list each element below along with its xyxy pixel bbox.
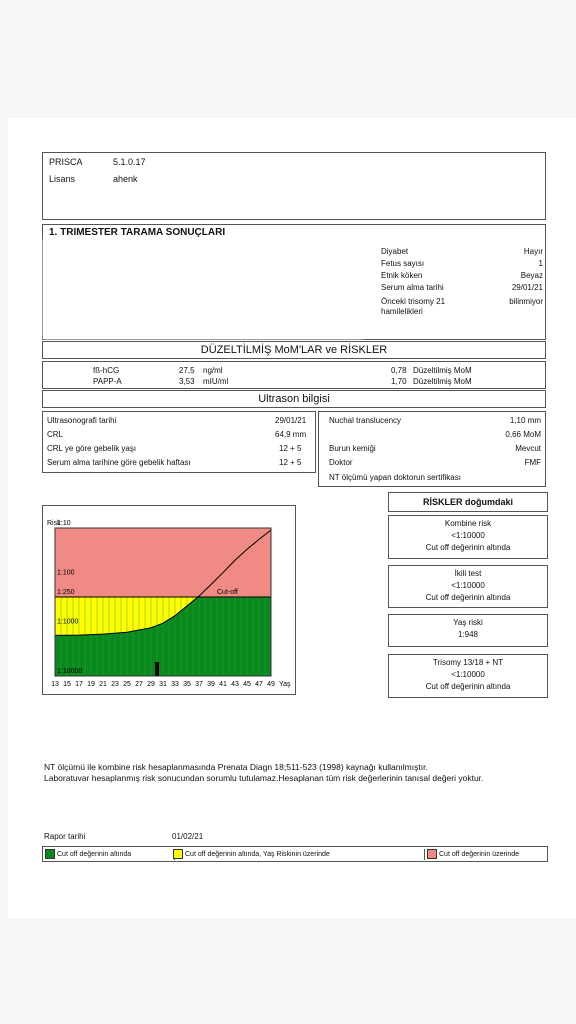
legend-item-red	[427, 849, 547, 860]
info-value: Hayır	[523, 247, 543, 256]
software-version: 5.1.0.17	[113, 157, 146, 167]
ultrasound-left	[42, 411, 316, 473]
risks-title: RİSKLER doğumdaki	[422, 497, 513, 507]
redacted-area	[43, 239, 363, 339]
y-tick-label: 1:1000	[57, 618, 79, 626]
legend-label: Cut off değerinin altında	[57, 850, 132, 858]
ultrasound-right	[318, 411, 546, 487]
section-title: 1. TRIMESTER TARAMA SONUÇLARI	[49, 227, 226, 238]
note-reference: NT ölçümü ile kombine risk hesaplanmasında Prenata Diagn 18;511-523 (1998) kaynağı kullanılmıştır.	[44, 762, 428, 772]
note-disclaimer: Laboratuvar hesaplanmış risk sonucundan sorumlu tutulamaz.Hesaplanan tüm risk değerlerinin tanısal değeri yoktur.	[44, 773, 484, 783]
risk-name: Yaş riski	[453, 618, 483, 627]
x-tick-label: 43	[231, 681, 239, 688]
info-value: 29/01/21	[511, 283, 543, 292]
y-tick-label: 1:10000	[57, 668, 83, 675]
x-tick-label: 37	[195, 681, 203, 688]
y-axis-label: Risk	[47, 520, 61, 527]
risk-value: <1:10000	[451, 531, 485, 540]
risk-name: Kombine risk	[444, 519, 492, 528]
mom-value: 27,5	[179, 366, 195, 375]
info-label: Etnik köken	[381, 271, 423, 280]
mom-corrected-label: Düzeltilmiş MoM	[413, 377, 472, 386]
legend-item-yellow	[173, 849, 425, 860]
trimester-section	[42, 224, 546, 340]
us-label: Doktor	[329, 458, 353, 467]
legend-swatch-yellow	[173, 849, 183, 859]
report-date-label: Rapor tarihi	[44, 832, 86, 841]
risk-value: <1:10000	[451, 670, 485, 679]
risk-area-high	[55, 528, 271, 597]
x-tick-label: 31	[159, 681, 167, 688]
risk-chart	[43, 506, 295, 694]
y-tick-label: 1:250	[57, 588, 75, 596]
risk-combined	[388, 515, 548, 559]
patient-marker	[155, 662, 159, 676]
us-value: 29/01/21	[275, 416, 307, 425]
us-label: Nuchal translucency	[329, 416, 402, 425]
legend-label: Cut off değerinin altında, Yaş Riskinin üzerinde	[185, 850, 330, 858]
risk-note: Cut off değerinin altında	[425, 682, 511, 691]
info-label: Diyabet	[381, 247, 409, 256]
mom-name: PAPP-A	[93, 377, 122, 386]
mom-corrected: 0,78	[391, 366, 407, 375]
x-tick-label: 29	[147, 681, 155, 688]
mom-table	[42, 361, 546, 389]
risk-note: Cut off değerinin altında	[425, 543, 511, 552]
legend-swatch-green	[45, 849, 55, 859]
legend-bar	[42, 846, 548, 862]
mom-unit: ng/ml	[203, 366, 223, 375]
us-label: Burun kemiği	[329, 444, 376, 453]
license-value: ahenk	[113, 174, 138, 184]
us-value: 64,9 mm	[275, 430, 307, 439]
mom-title-box	[42, 341, 546, 359]
license-label: Lisans	[49, 174, 76, 184]
x-tick-label: 49	[267, 681, 275, 688]
us-label: Ultrasonografi tarihi	[47, 416, 117, 425]
mom-corrected: 1,70	[391, 377, 407, 386]
risk-name: İkili test	[454, 569, 482, 578]
us-value: 12 + 5	[279, 458, 302, 467]
risk-value: <1:10000	[451, 581, 485, 590]
info-label: Fetus sayısı	[381, 259, 425, 268]
info-value: bilinmiyor	[509, 297, 543, 306]
x-axis-label: Yaş	[279, 681, 291, 688]
info-value: 1	[538, 259, 543, 268]
header-box	[42, 152, 546, 220]
x-tick-label: 41	[219, 681, 227, 688]
y-tick-label: 1:100	[57, 569, 75, 577]
us-label: NT ölçümü yapan doktorun sertifikası	[329, 473, 461, 482]
x-tick-label: 25	[123, 681, 131, 688]
risk-chart-frame	[42, 505, 296, 695]
x-tick-label: 13	[51, 681, 59, 688]
ultrasound-title-box	[42, 390, 546, 408]
x-tick-label: 39	[207, 681, 215, 688]
risk-double-test	[388, 565, 548, 608]
info-label: Önceki trisomy 21 hamilelikleri	[381, 297, 446, 316]
us-value: 0,66 MoM	[505, 430, 541, 439]
risks-title-box	[388, 492, 548, 512]
x-tick-label: 27	[135, 681, 143, 688]
us-value: Mevcut	[515, 444, 541, 453]
us-value: 12 + 5	[279, 444, 302, 453]
us-label: CRL ye göre gebelik yaşı	[47, 444, 137, 453]
mom-title: DÜZELTİLMİŞ MoM'LAR ve RİSKLER	[200, 344, 388, 356]
legend-item-green	[45, 849, 175, 860]
x-tick-label: 17	[75, 681, 83, 688]
legend-swatch-red	[427, 849, 437, 859]
x-tick-label: 47	[255, 681, 263, 688]
mom-name: fß-hCG	[93, 366, 120, 375]
risk-age	[388, 614, 548, 647]
us-value: FMF	[524, 458, 541, 467]
mom-unit: mIU/ml	[203, 377, 229, 386]
mom-value: 3,53	[179, 377, 195, 386]
y-tick-label: 1:10	[57, 520, 71, 527]
risk-value: 1:948	[457, 630, 479, 639]
ultrasound-title: Ultrason bilgisi	[258, 393, 330, 405]
x-tick-label: 23	[111, 681, 119, 688]
us-label: Serum alma tarihine göre gebelik haftası	[47, 458, 191, 467]
software-name: PRISCA	[49, 157, 83, 167]
risk-name: Trisomy 13/18 + NT	[432, 658, 504, 667]
x-tick-label: 33	[171, 681, 179, 688]
risk-trisomy	[388, 654, 548, 698]
x-tick-label: 35	[183, 681, 191, 688]
info-value: Beyaz	[520, 271, 543, 280]
us-value: 1,10 mm	[509, 416, 541, 425]
x-tick-label: 45	[243, 681, 251, 688]
legend-label: Cut off değerinin üzerinde	[439, 850, 520, 858]
info-label: Serum alma tarihi	[381, 283, 444, 292]
us-label: CRL	[47, 430, 64, 439]
report-date: 01/02/21	[172, 832, 204, 841]
x-tick-label: 19	[87, 681, 95, 688]
x-tick-label: 21	[99, 681, 107, 688]
risk-note: Cut off değerinin altında	[425, 593, 511, 602]
x-tick-label: 15	[63, 681, 71, 688]
cutoff-label: Cut-off	[217, 588, 238, 596]
mom-corrected-label: Düzeltilmiş MoM	[413, 366, 472, 375]
